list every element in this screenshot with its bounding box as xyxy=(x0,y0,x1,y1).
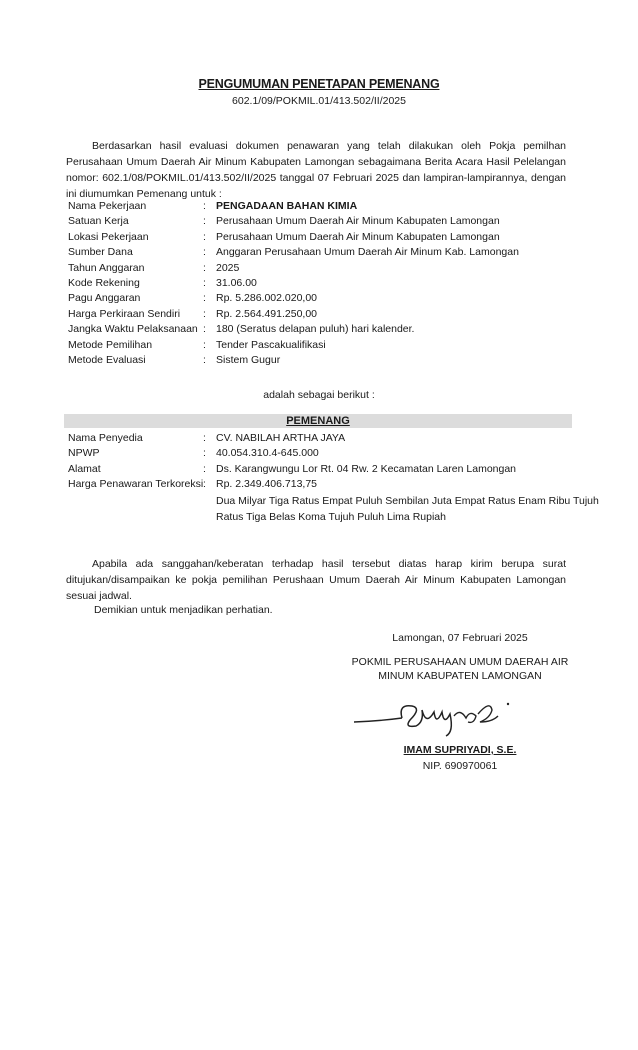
details-colon: : xyxy=(203,292,206,305)
handwritten-signature xyxy=(350,696,520,740)
details-value: 2025 xyxy=(216,261,240,274)
winner-value: 40.054.310.4-645.000 xyxy=(216,447,319,460)
details-value: Perusahaan Umum Daerah Air Minum Kabupaten Lamongan xyxy=(216,215,500,228)
details-value: 180 (Seratus delapan puluh) hari kalender. xyxy=(216,323,415,336)
sebagai-text: adalah sebagai berikut : xyxy=(263,389,375,401)
details-label: Sumber Dana xyxy=(68,246,133,259)
details-colon: : xyxy=(203,338,206,351)
details-colon: : xyxy=(203,230,206,243)
terbilang-line-1: Dua Milyar Tiga Ratus Empat Puluh Sembilan Juta Empat Ratus Enam Ribu Tujuh xyxy=(216,495,599,507)
details-label: Metode Evaluasi xyxy=(68,354,146,366)
details-label: Metode Pemilihan xyxy=(68,338,153,351)
winner-value: Rp. 2.349.406.713,75 xyxy=(216,478,318,491)
details-colon: : xyxy=(203,307,206,320)
winner-colon: : xyxy=(203,432,206,444)
details-colon: : xyxy=(203,277,206,289)
details-value: PENGADAAN BAHAN KIMIA xyxy=(216,200,358,212)
details-value: Perusahaan Umum Daerah Air Minum Kabupaten Lamongan xyxy=(216,230,500,243)
demikian-text: Demikian untuk menjadikan perhatian. xyxy=(94,604,273,616)
details-value: Rp. 5.286.002.020,00 xyxy=(216,292,318,305)
details-label: Kode Rekening xyxy=(68,277,140,289)
details-colon: : xyxy=(203,215,206,228)
winner-value: CV. NABILAH ARTHA JAYA xyxy=(216,432,346,444)
winner-colon: : xyxy=(203,447,206,460)
details-value: Tender Pascakualifikasi xyxy=(216,338,326,351)
details-label: Pagu Anggaran xyxy=(68,292,141,305)
closing-paragraph xyxy=(66,556,566,604)
intro-text: Berdasarkan hasil evaluasi dokumen penawaran yang telah dilakukan oleh Pokja pemilhan Perusahaan Umum Daerah Air Minum Kabupaten Lamongan sebagaimana Berita Acara Hasil Pelelangan nomor: 602.1/08/POKMIL.01/413.502/II/2025 tanggal 07 Februari 2025 dan lampiran-lampirannya, dengan ini diumumkan Pemenang untuk : xyxy=(66,140,566,200)
details-value: Rp. 2.564.491.250,00 xyxy=(216,307,318,320)
details-colon: : xyxy=(203,323,206,336)
document-title: PENGUMUMAN PENETAPAN PEMENANG xyxy=(198,77,440,91)
details-value: Anggaran Perusahaan Umum Daerah Air Minum Kab. Lamongan xyxy=(216,246,519,259)
signatory-name: IMAM SUPRIYADI, S.E. xyxy=(403,744,517,756)
signature-org-line-2: MINUM KABUPATEN LAMONGAN xyxy=(378,670,542,682)
signatory-nip: NIP. 690970061 xyxy=(422,760,498,772)
details-label: Jangka Waktu Pelaksanaan xyxy=(68,323,198,336)
details-label: Satuan Kerja xyxy=(68,215,129,228)
winner-label: Alamat xyxy=(68,462,101,475)
intro-paragraph xyxy=(66,138,566,202)
signature-place-date: Lamongan, 07 Februari 2025 xyxy=(392,632,528,644)
winner-value: Ds. Karangwungu Lor Rt. 04 Rw. 2 Kecamatan Laren Lamongan xyxy=(216,462,517,475)
details-value: 31.06.00 xyxy=(216,277,257,289)
details-colon: : xyxy=(203,200,206,212)
details-label: Tahun Anggaran xyxy=(68,261,145,274)
details-colon: : xyxy=(203,261,206,274)
details-colon: : xyxy=(203,246,206,259)
details-value: Sistem Gugur xyxy=(216,354,281,366)
details-label: Harga Perkiraan Sendiri xyxy=(68,307,181,320)
winner-label: NPWP xyxy=(68,447,100,460)
winner-colon: : xyxy=(203,478,206,491)
details-colon: : xyxy=(203,354,206,366)
winner-label: Nama Penyedia xyxy=(68,432,143,444)
winner-colon: : xyxy=(203,462,206,475)
closing-text: Apabila ada sanggahan/keberatan terhadap hasil tersebut diatas harap kirim berupa surat ditujukan/disampaikan ke pokja pemilihan Perushaan Umum Daerah Air Minum Kabupaten Lamongan sesuai jadwal. xyxy=(66,558,566,602)
winner-label: Harga Penawaran Terkoreksi xyxy=(68,478,204,491)
document-number: 602.1/09/POKMIL.01/413.502/II/2025 xyxy=(232,95,406,107)
signature-org-line-1: POKMIL PERUSAHAAN UMUM DAERAH AIR xyxy=(351,656,569,668)
terbilang-line-2: Ratus Tiga Belas Koma Tujuh Puluh Lima Rupiah xyxy=(216,511,446,523)
details-label: Nama Pekerjaan xyxy=(68,200,147,212)
pemenang-heading: PEMENANG xyxy=(286,415,350,427)
details-label: Lokasi Pekerjaan xyxy=(68,230,149,243)
